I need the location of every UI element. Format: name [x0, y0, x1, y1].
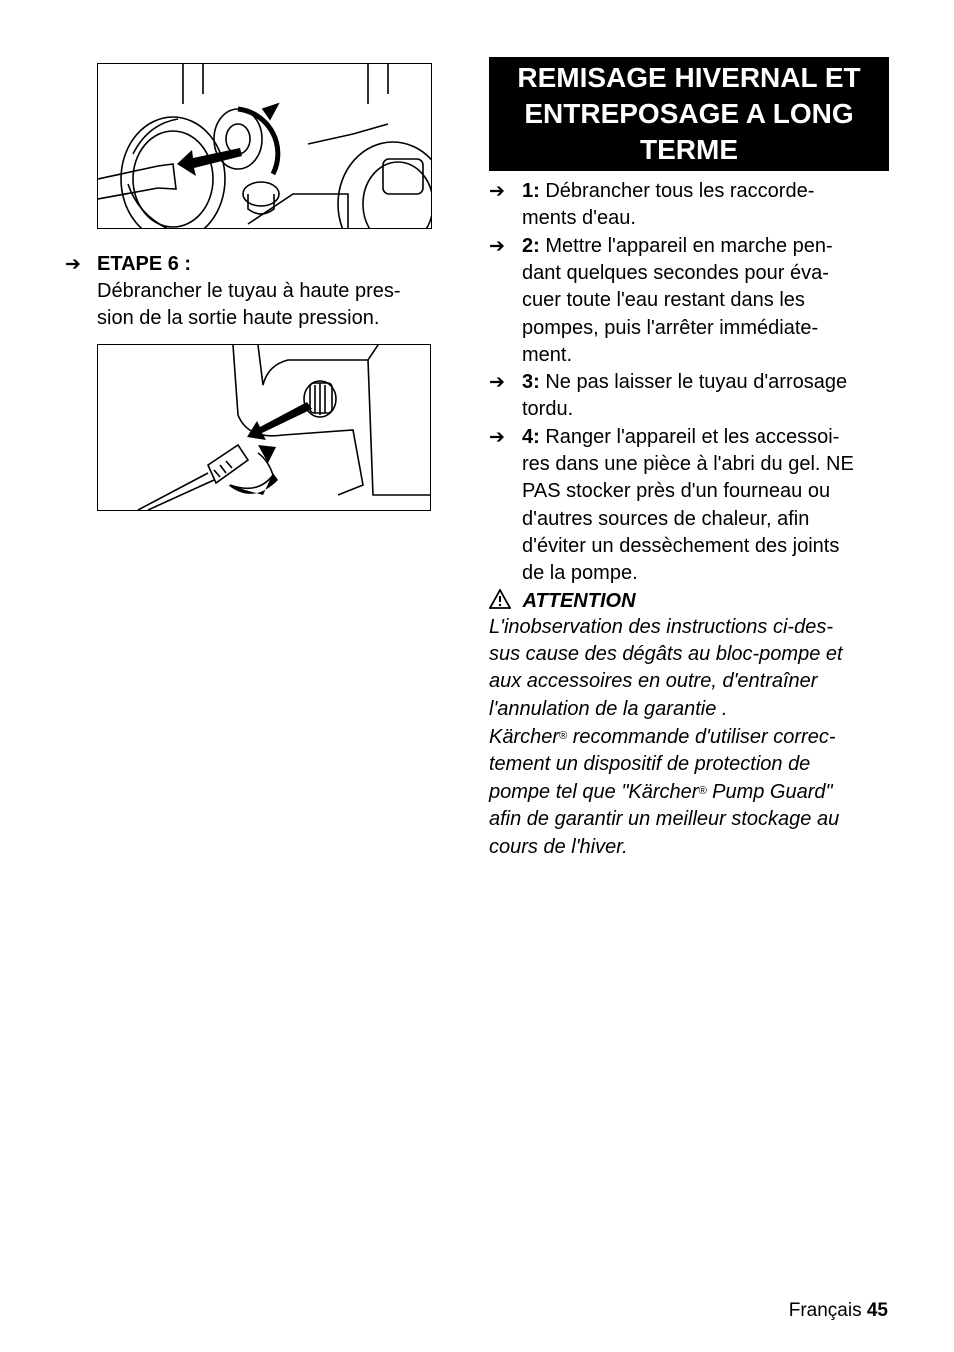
- page-number: 45: [866, 1300, 888, 1321]
- step-text: Ranger l'appareil et les accessoi-: [539, 426, 840, 448]
- step-number: 1:: [522, 180, 540, 202]
- step-text: Mettre l'appareil en marche pen-: [539, 235, 833, 257]
- step-text: PAS stocker près d'un fourneau ou: [522, 480, 831, 503]
- step-text: res dans une pièce à l'abri du gel. NE: [522, 453, 854, 476]
- step-arrow-icon: ➔: [489, 372, 505, 393]
- step6-line: Débrancher le tuyau à haute pres-: [97, 280, 401, 302]
- attention-line: Pump Guard": [706, 781, 833, 804]
- attention-line: L'inobservation des instructions ci-des-: [489, 616, 833, 638]
- step-arrow-icon: ➔: [489, 181, 505, 202]
- list-item-step-2: [489, 233, 889, 369]
- section-title-banner: [489, 57, 889, 171]
- step-text: d'autres sources de chaleur, afin: [522, 507, 810, 530]
- step-text: cuer toute l'eau restant dans les: [522, 289, 805, 312]
- attention-line: l'annulation de la garantie .: [489, 697, 728, 720]
- step-text: ment.: [522, 343, 573, 366]
- step-arrow-icon: ➔: [65, 254, 81, 275]
- section-title-line: TERME: [640, 134, 738, 165]
- step-arrow-icon: ➔: [489, 236, 505, 257]
- step-text: d'éviter un dessèchement des joints: [522, 534, 840, 557]
- attention-line: recommande d'utiliser correc-: [567, 725, 836, 748]
- attention-heading: [489, 589, 636, 613]
- illustration-hose-removal: [98, 64, 431, 228]
- step6-line: sion de la sortie haute pression.: [97, 307, 380, 329]
- attention-line: aux accessoires en outre, d'entraîner: [489, 670, 818, 693]
- figure-disconnect-garden-hose: [97, 63, 432, 229]
- registered-mark: ®: [559, 729, 568, 742]
- step-text: de la pompe.: [522, 562, 638, 585]
- footer-language: Français: [788, 1300, 867, 1321]
- step-text: tordu.: [522, 398, 574, 421]
- registered-mark: ®: [698, 785, 707, 798]
- section-title-line: REMISAGE HIVERNAL ET: [517, 62, 861, 93]
- step-number: 3:: [522, 371, 540, 393]
- attention-line: sus cause des dégâts au bloc-pompe et: [489, 643, 843, 666]
- list-item-step-1: [489, 178, 889, 232]
- step-text: Débrancher tous les raccorde-: [539, 180, 815, 202]
- warning-triangle-icon: [489, 589, 511, 609]
- step-text: ments d'eau.: [522, 207, 636, 230]
- step-text: dant quelques secondes pour éva-: [522, 262, 829, 285]
- step-arrow-icon: ➔: [489, 427, 505, 448]
- attention-line: cours de l'hiver.: [489, 835, 628, 858]
- brand-name: Kärcher: [489, 725, 560, 748]
- attention-line: afin de garantir un meilleur stockage au: [489, 808, 840, 831]
- step-text: pompes, puis l'arrêter immédiate-: [522, 316, 819, 339]
- step6-label: ETAPE 6 :: [97, 253, 192, 275]
- section-title-line: ENTREPOSAGE A LONG: [524, 98, 854, 129]
- list-item-step-4: [489, 424, 889, 587]
- step-text: Ne pas laisser le tuyau d'arrosage: [539, 371, 848, 393]
- illustration-high-pressure-outlet: [98, 345, 430, 510]
- page-footer: [789, 1300, 888, 1322]
- attention-title: ATTENTION: [522, 590, 636, 612]
- step-number: 4:: [522, 426, 540, 448]
- attention-line: tement un dispositif de protection de: [489, 753, 811, 776]
- figure-disconnect-high-pressure-hose: [97, 344, 431, 511]
- step-number: 2:: [522, 235, 540, 257]
- list-item-step-3: [489, 369, 889, 423]
- attention-line: pompe tel que "Kärcher: [489, 781, 699, 804]
- attention-body: [489, 614, 899, 861]
